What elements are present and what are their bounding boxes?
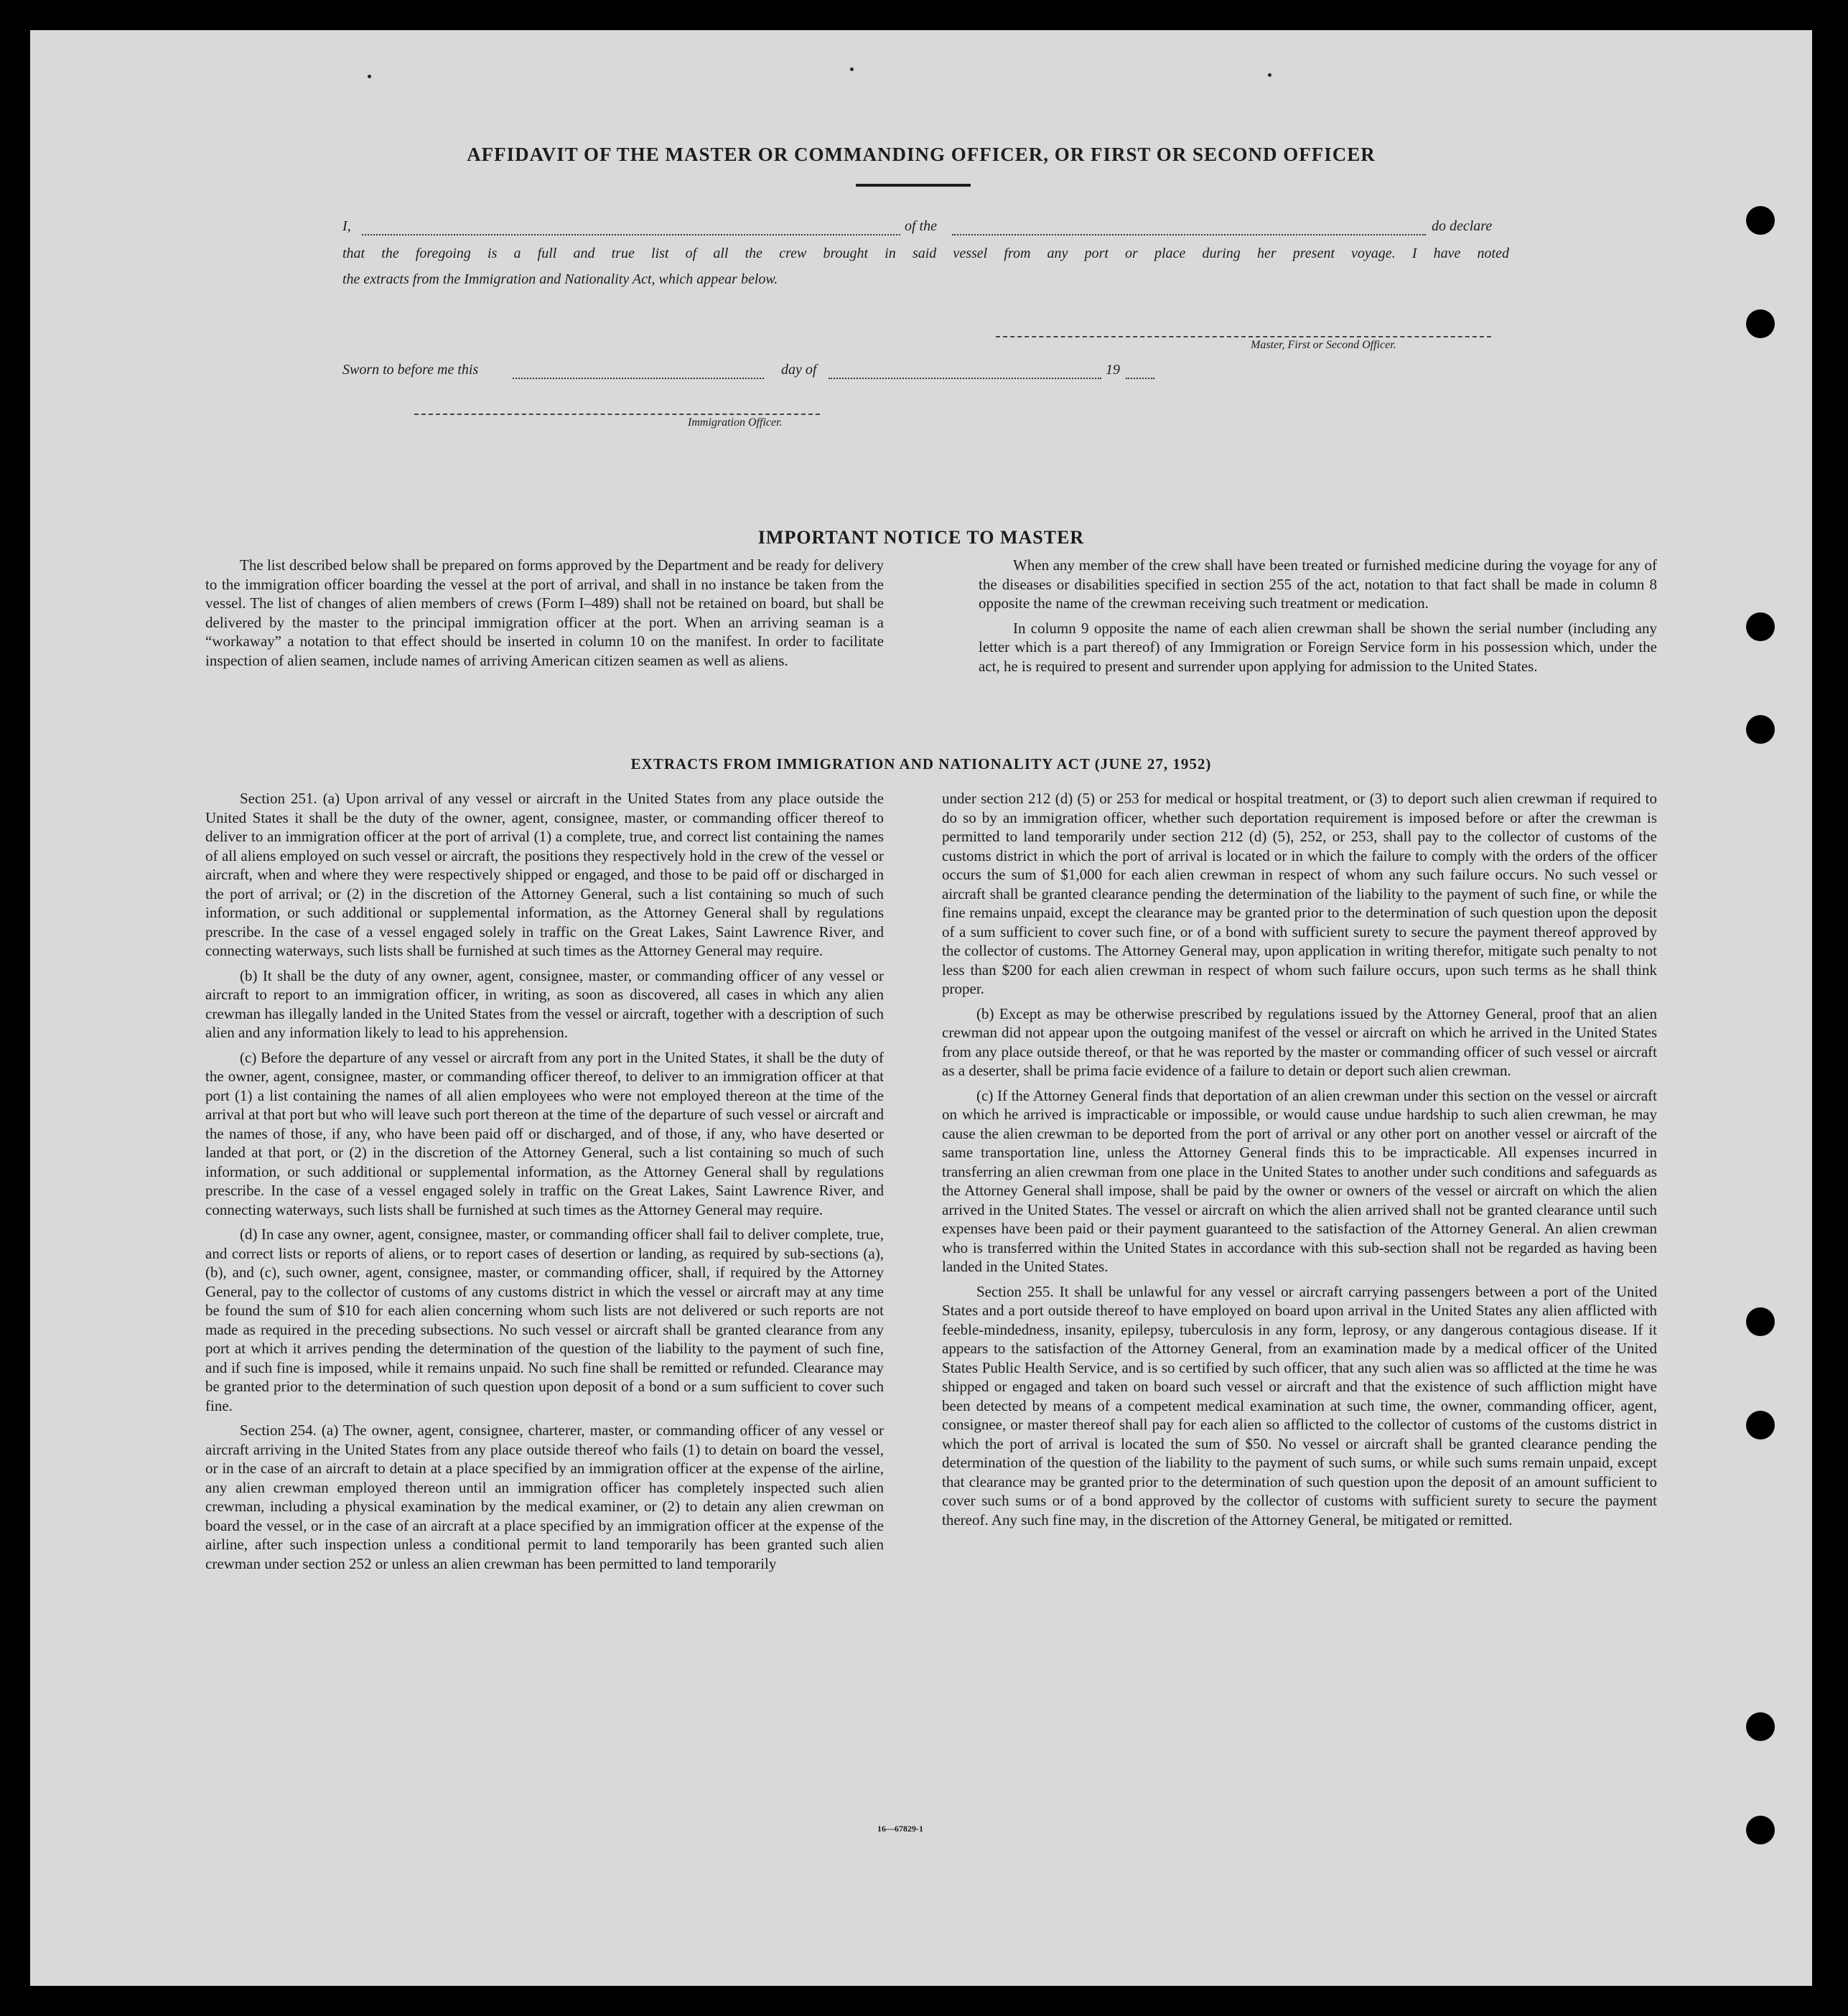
name-blank[interactable] — [362, 221, 900, 235]
master-caption: Master, First or Second Officer. — [1251, 339, 1396, 351]
scan-speck — [1268, 73, 1271, 77]
day-of-label: day of — [781, 362, 817, 378]
extracts-right-column — [942, 789, 1657, 1535]
sworn-label: Sworn to before me this — [342, 362, 479, 378]
affidavit-line-3: the extracts from the Immigration and Nationality Act, which appear below. — [342, 271, 778, 287]
punch-hole — [1746, 206, 1775, 235]
sworn-day-blank[interactable] — [513, 365, 764, 379]
punch-hole — [1746, 1307, 1775, 1336]
extract-paragraph: (c) Before the departure of any vessel or aircraft from any port in the United States, it shall be the duty of the owner, agent, consignee, master, or commanding officer thereof, to deliver to an immigration officer at that port (1) a list containing the names of all alien employees who were not employed thereon at the time of the arrival at that port but who will leave such port thereon at the time of the departure of such vessel or aircraft and the names of those, if any, who have been paid off or discharged, and of those, if any, who have deserted or landed at that port, or (2) in the discretion of the Attorney General, such a list containing so much of such information, or such additional or supplemental information, as the Attorney General shall by regulations prescribe. In the case of a vessel engaged solely in traffic on the Great Lakes, Saint Lawrence River, and connecting waterways, such lists shall be furnished at such times as the Attorney General may require. — [205, 1048, 884, 1218]
scan-speck — [850, 67, 854, 71]
extract-paragraph: Section 255. It shall be unlawful for any vessel or aircraft carrying passengers between a port of the United States and a port outside thereof to have employed on board upon arrival in the United States any alien afflicted with feeble-mindedness, insanity, epilepsy, tuberculosis in any form, leprosy, or any dangerous contagious disease. If it appears to the satisfaction of the Attorney General, from an examination made by a medical officer of the United States Public Health Service, and is so certified by such officer, that any such alien was so afflicted at the time he was shipped or engaged and taken on board such vessel or aircraft and that the existence of such affliction might have been detected by means of a competent medical examination at such time, the owner, commanding officer, agent, consignee, or master thereof shall pay for each alien so afflicted to the collector of customs of the customs district in which the port of arrival is located the sum of $50. No vessel or aircraft shall be granted clearance pending the determination of the question of the liability to the payment of such sums, or while such sums remain unpaid, except that clearance may be granted prior to the determination of such question upon the deposit of an amount sufficient to cover such sums or of a bond approved by the collector of customs with sufficient surety to secure the payment thereof. Any such fine may, in the discretion of the Attorney General, be mitigated or remitted. — [942, 1282, 1657, 1529]
extracts-title: EXTRACTS FROM IMMIGRATION AND NATIONALITY ACT (JUNE 27, 1952) — [630, 755, 1212, 773]
extract-paragraph: (b) Except as may be otherwise prescribed by regulations issued by the Attorney General, proof that an alien crewman did not appear upon the outgoing manifest of the vessel or aircraft on which he arrived in the United States from any place outside thereof, or that he was reported by the master or commanding officer of such vessel or aircraft as a deserter, shall be prima facie evidence of a failure to detain or deport such alien crewman. — [942, 1004, 1657, 1079]
master-signature-line[interactable] — [996, 336, 1491, 337]
year-blank[interactable] — [1126, 365, 1154, 379]
notice-right-column — [979, 556, 1657, 681]
form-number: 16—67829-1 — [877, 1824, 923, 1834]
title-rule — [856, 184, 971, 187]
extract-paragraph: Section 251. (a) Upon arrival of any vessel or aircraft in the United States from any place outside the United States it shall be the duty of the owner, agent, consignee, master, or commanding officer thereof to deliver to an immigration officer at the port of arrival (1) a complete, true, and correct list containing the names of all aliens employed on such vessel or aircraft, the positions they respectively hold in the crew of the vessel or aircraft, when and where they were respectively shipped or engaged, and those to be paid off or discharged in the port of arrival; or (2) in the discretion of the Attorney General, such a list containing so much of such information, or such additional or supplemental information, as the Attorney General shall by regulations prescribe. In the case of a vessel engaged solely in traffic on the Great Lakes, Saint Lawrence River, and connecting waterways, such lists shall be furnished at such times as the Attorney General may require. — [205, 790, 884, 959]
punch-hole — [1746, 1712, 1775, 1741]
affidavit-title: AFFIDAVIT OF THE MASTER OR COMMANDING OFFICER, OR FIRST OR SECOND OFFICER — [467, 144, 1376, 165]
punch-hole — [1746, 309, 1775, 338]
affidavit-line-declare: do declare — [1432, 218, 1493, 234]
notice-paragraph: In column 9 opposite the name of each alien crewman shall be shown the serial number (including any letter which is a part thereof) of any Immigration or Foreign Service form in his possession which, under the act, he is required to present and surrender upon applying for admission to the United States. — [979, 619, 1657, 675]
notice-paragraph: The list described below shall be prepared on forms approved by the Department and be ready for delivery to the immigration officer boarding the vessel at the port of arrival, and shall in no instance be taken from the vessel. The list of changes of alien members of crews (Form I–489) shall not be retained on board, but shall be delivered by the master to the principal immigration officer at the port. When an arriving seaman is a “workaway” a notation to that effect should be inserted in column 10 on the manifest. In order to facilitate inspection of alien seamen, include names of arriving American citizen seamen as well as aliens. — [205, 556, 884, 669]
year-label: 19 — [1106, 362, 1120, 378]
extract-paragraph: under section 212 (d) (5) or 253 for medical or hospital treatment, or (3) to deport such alien crewman if required to do so by an immigration officer, whether such deportation requirement is imposed before or after the crewman is permitted to land temporarily under section 212 (d) (5), 252, or 253, shall pay to the collector of customs of the customs district in which the port of arrival is located or in which the failure to comply with the orders of the officer occurs the sum of $1,000 for each alien crewman in respect of whom any such failure occurs. No such vessel or aircraft shall be granted clearance pending the determination of the liability to the payment of such fine, or while the fine remains unpaid, except the clearance may be granted prior to the determination of such question upon the deposit of a sum sufficient to cover such fine, or of a bond with sufficient surety to secure the payment thereof approved by the collector of customs. The Attorney General may, upon application in writing therefor, mitigate such penalty to not less than $200 for each alien crewman in respect of whom such failure occurs, upon such terms as he shall think proper. — [942, 790, 1657, 997]
officer-signature-line[interactable] — [414, 414, 820, 415]
punch-hole — [1746, 715, 1775, 744]
officer-caption: Immigration Officer. — [688, 416, 783, 429]
document-page — [30, 30, 1812, 1986]
vessel-blank[interactable] — [952, 221, 1426, 235]
notice-title: IMPORTANT NOTICE TO MASTER — [757, 527, 1085, 548]
punch-hole — [1746, 1411, 1775, 1439]
notice-paragraph: When any member of the crew shall have been treated or furnished medicine during the voyage for any of the diseases or disabilities specified in section 255 of the act, notation to that fact shall be made in column 8 opposite the name of the crewman receiving such treatment or medication. — [979, 556, 1657, 612]
extracts-left-column — [205, 789, 884, 1579]
extract-paragraph: (d) In case any owner, agent, consignee, master, or commanding officer shall fail to deliver complete, true, and correct lists or reports of aliens, or to report cases of desertion or landing, as required by sub-sections (a), (b), and (c), such owner, agent, consignee, master, or commanding officer, shall, if required by the Attorney General, pay to the collector of customs of any customs district in which the vessel or aircraft may at any time be found the sum of $10 for each alien concerning whom such lists are not delivered or such reports are not made as required in the preceding subsections. No such vessel or aircraft shall be granted clearance from any port at which it arrives pending the determination of the question of the liability to the payment of such fine, and if such fine is imposed, while it remains unpaid. No such fine shall be remitted or refunded. Clearance may be granted prior to the determination of such question upon deposit of a bond or a sum sufficient to cover such fine. — [205, 1226, 884, 1414]
punch-hole — [1746, 1816, 1775, 1844]
sworn-month-blank[interactable] — [829, 365, 1101, 379]
extract-paragraph: (b) It shall be the duty of any owner, agent, consignee, master, or commanding officer of any vessel or aircraft to report to an immigration officer, in writing, as soon as discovered, all cases in which any alien crewman has illegally landed in the United States from the vessel or aircraft, together with a description of such alien and any information likely to lead to his apprehension. — [205, 966, 884, 1041]
extract-paragraph: Section 254. (a) The owner, agent, consignee, charterer, master, or commanding officer of any vessel or aircraft arriving in the United States from any place outside thereof who fails (1) to detain on board the vessel, or in the case of an aircraft to detain at a place specified by an immigration officer at the expense of the airline, any alien crewman employed thereon until an immigration officer has completely inspected such alien crewman, including a physical examination by the medical examiner, or (2) to detain any alien crewman on board the vessel, or in the case of an aircraft at a place specified by an immigration officer at the expense of the airline, after such inspection unless a conditional permit to land temporarily has been granted such alien crewman under section 252 or unless an alien crewman has been permitted to land temporarily — [205, 1422, 884, 1572]
affidavit-line-i: I, — [342, 218, 351, 234]
punch-hole — [1746, 612, 1775, 641]
affidavit-line-ofthe: of the — [905, 218, 937, 234]
affidavit-line-2: that the foregoing is a full and true list of all the crew brought in said vessel from any port or place during her present voyage. I have noted — [342, 246, 1509, 261]
scan-speck — [368, 75, 371, 78]
extract-paragraph: (c) If the Attorney General finds that deportation of an alien crewman under this section on the vessel or aircraft on which he arrived is impracticable or impossible, or would cause undue hardship to such alien crewman, he may cause the alien crewman to be deported from the port of arrival or any other port on another vessel or aircraft of the same transportation line, unless the Attorney General finds this to be impracticable. All expenses incurred in transferring an alien crewman from one place in the United States to another under such conditions and safeguards as the Attorney General shall impose, shall be paid by the owner or owners of the vessel or aircraft on which the alien arrived in the United States. The vessel or aircraft on which the alien arrived shall not be granted clearance until such expenses have been paid or their payment guaranteed to the satisfaction of the Attorney General. An alien crewman who is transferred within the United States in accordance with this sub-section shall not be regarded as having been landed in the United States. — [942, 1086, 1657, 1275]
notice-left-column — [205, 556, 884, 676]
